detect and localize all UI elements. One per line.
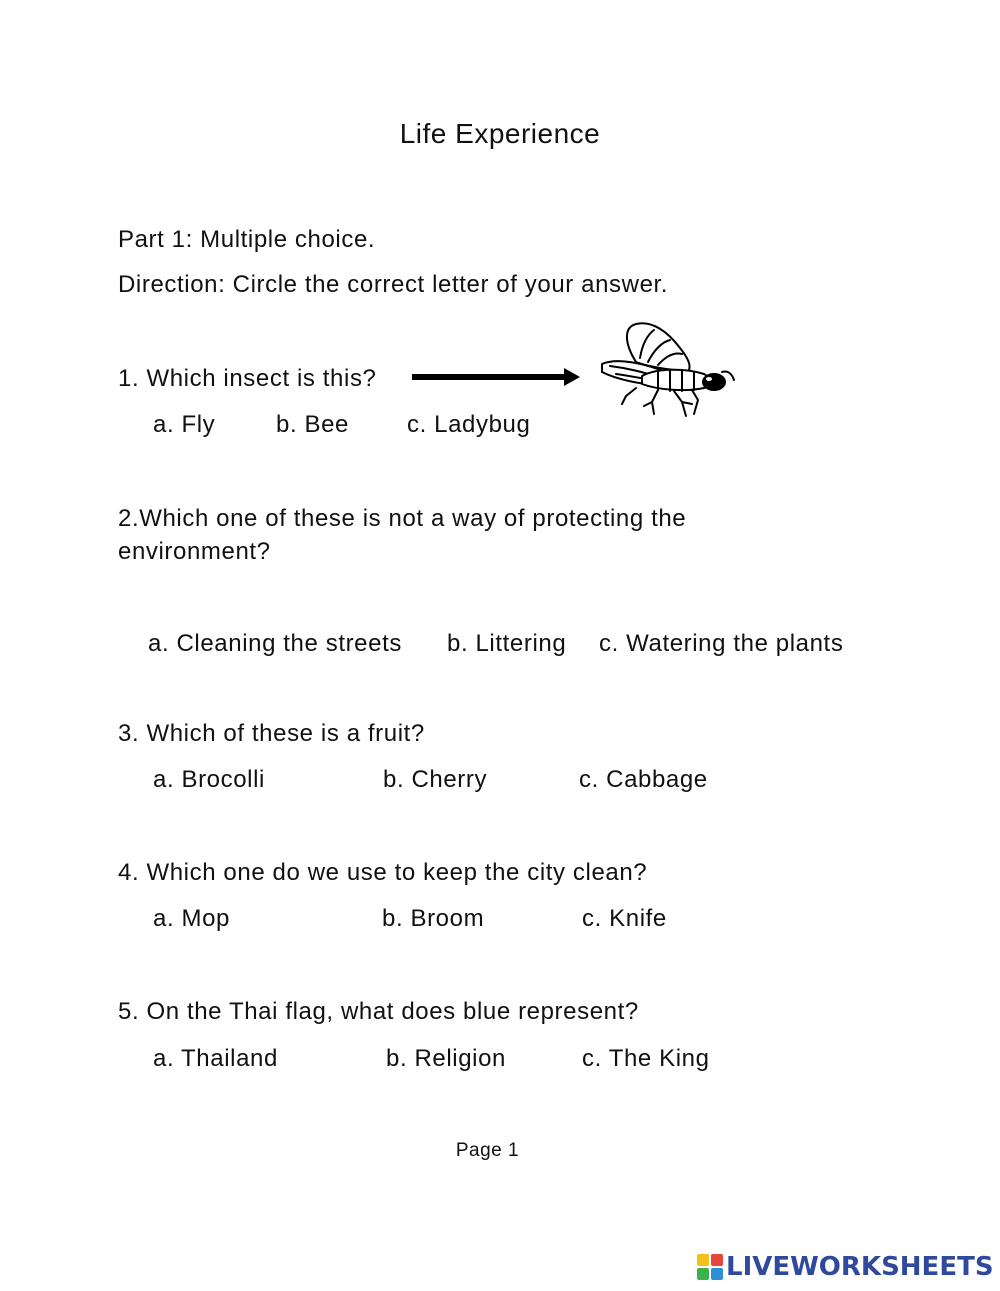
question-1-text: 1. Which insect is this? — [118, 365, 377, 392]
logo-square-blue — [711, 1268, 723, 1280]
question-3-option-a: a. Brocolli — [153, 766, 265, 793]
direction-text: Direction: Circle the correct letter of your answer. — [118, 271, 669, 298]
question-1-option-b: b. Bee — [276, 411, 349, 438]
question-4-option-a: a. Mop — [153, 905, 230, 932]
worksheet-title: Life Experience — [399, 118, 601, 149]
liveworksheets-logo-icon — [697, 1254, 723, 1280]
question-2-option-a: a. Cleaning the streets — [148, 630, 402, 657]
question-3-option-b: b. Cherry — [383, 766, 488, 793]
question-5-text: 5. On the Thai flag, what does blue represent? — [118, 998, 639, 1025]
question-1-option-c: c. Ladybug — [407, 411, 531, 438]
brand-text: LIVEWORKSHEETS — [726, 1252, 994, 1282]
question-2-option-c: c. Watering the plants — [599, 630, 844, 657]
question-2-option-b: b. Littering — [447, 630, 567, 657]
part-heading: Part 1: Multiple choice. — [118, 226, 376, 253]
question-5-option-a: a. Thailand — [153, 1045, 278, 1072]
question-2-text-line-2: environment? — [118, 538, 271, 565]
liveworksheets-brand[interactable] — [697, 1252, 994, 1282]
question-4-option-b: b. Broom — [382, 905, 485, 932]
question-5-option-b: b. Religion — [386, 1045, 507, 1072]
logo-square-yellow — [697, 1254, 709, 1266]
logo-square-red — [711, 1254, 723, 1266]
page-number: Page 1 — [455, 1140, 520, 1161]
question-4-option-c: c. Knife — [582, 905, 667, 932]
logo-square-green — [697, 1268, 709, 1280]
question-2-text-line-1: 2.Which one of these is not a way of protecting the — [118, 505, 687, 532]
right-arrow-icon — [410, 364, 582, 390]
question-3-text: 3. Which of these is a fruit? — [118, 720, 425, 747]
question-5-option-c: c. The King — [582, 1045, 710, 1072]
fly-illustration — [596, 318, 740, 422]
question-4-text: 4. Which one do we use to keep the city clean? — [118, 859, 648, 886]
question-1-option-a: a. Fly — [153, 411, 216, 438]
question-3-option-c: c. Cabbage — [579, 766, 708, 793]
